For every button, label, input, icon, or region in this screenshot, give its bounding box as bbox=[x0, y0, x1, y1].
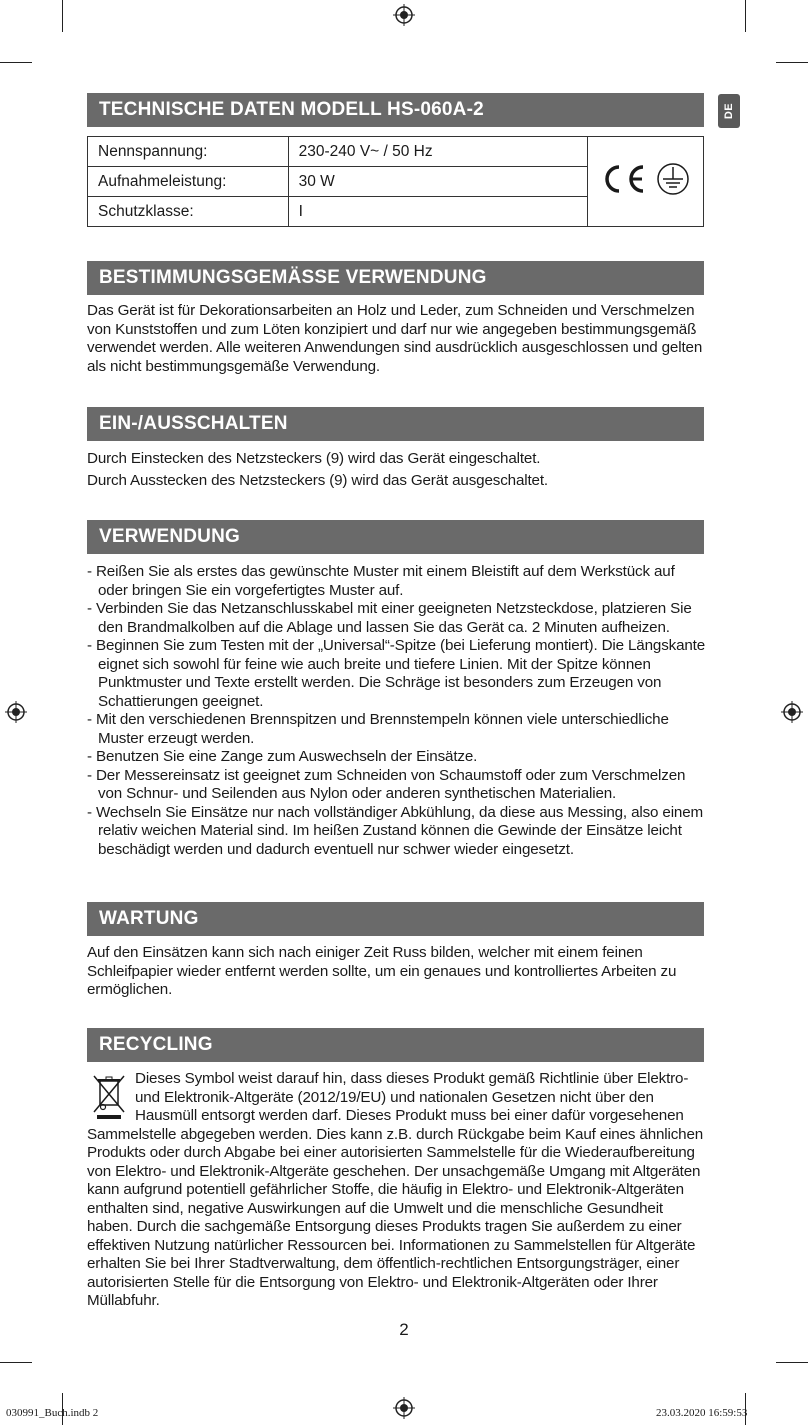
spec-value: 30 W bbox=[288, 167, 587, 197]
switch-off-text: Durch Ausstecken des Netzsteckers (9) wird das Gerät ausgeschaltet. bbox=[87, 472, 548, 489]
registration-mark-icon bbox=[393, 4, 415, 26]
crossed-out-wheelie-bin-icon bbox=[91, 1072, 127, 1120]
intended-use-text: Das Gerät ist für Dekorationsarbeiten an Holz und Leder, zum Schneiden und Verschmelzen von Kunststoffen und zum Löten konzipiert und darf nur wie angegeben bestimmungsgemäß verwendet werden. Alle weiteren Anwendungen sind ausdrücklich ausgeschlossen und gelten als nicht bestimmungsgemäße Verwendung. bbox=[87, 302, 703, 375]
section-heading-switching: EIN-/AUSSCHALTEN bbox=[87, 407, 704, 441]
list-item: - Beginnen Sie zum Testen mit der „Universal“-Spitze (bei Lieferung montiert). Die Längskante eignet sich sowohl für feine wie auch breite und tiefere Linien. Mit der Spitze können Punktmuster und Texte erstellt werden. Die Schräge ist besonders zum Erzeugen von Schattierungen geeignet. bbox=[87, 637, 706, 710]
crop-mark bbox=[776, 1362, 808, 1363]
section-heading-recycling: RECYCLING bbox=[87, 1028, 704, 1062]
registration-mark-icon bbox=[5, 701, 27, 723]
recycling-text: Dieses Symbol weist darauf hin, dass dieses Produkt gemäß Richtlinie über Elektro- und Elektronik-Altgeräte (2012/19/EU) und nationalen Gesetzen nicht über den Hausmüll entsorgt werden darf. Dieses Produkt muss bei einer dafür vorgesehenen Sammelstelle abgegeben werden. Dies kann z.B. durch Rückgabe beim Kauf eines ähnlichen Produkts oder durch Abgabe bei einer autorisierten Sammelstelle für die Wiederaufbereitung von Elektro- und Elektronik-Altgeräte geschehen. Der unsachgemäße Umgang mit Altgeräten kann aufgrund potentiell gefährlicher Stoffe, die häufig in Elektro- und Elektronik-Altgeräten enthalten sind, negative Auswirkungen auf die Umwelt und die menschliche Gesundheit haben. Durch die sachgemäße Entsorgung dieses Produkts tragen Sie außerdem zu einer effektiven Nutzung natürlicher Ressourcen bei. Informationen zu Sammelstellen für Altgeräte erhalten Sie bei Ihrer Stadtverwaltung, dem öffentlich-rechtlichen Entsorgungsträger, einer autorisierten Stelle für die Entsorgung von Elektro- und Elektronik-Altgeräten oder Ihrer Müllabfuhr. bbox=[87, 1070, 704, 1309]
protective-earth-icon bbox=[658, 164, 688, 194]
section-heading-maintenance: WARTUNG bbox=[87, 902, 704, 936]
certification-marks bbox=[588, 137, 704, 227]
section-heading-technical-data: TECHNISCHE DATEN MODELL HS-060A-2 bbox=[87, 93, 704, 127]
ce-mark-icon bbox=[597, 159, 695, 199]
spec-value: I bbox=[288, 197, 587, 227]
registration-mark-icon bbox=[781, 701, 803, 723]
spec-label: Nennspannung: bbox=[88, 137, 289, 167]
crop-mark bbox=[62, 0, 63, 32]
list-item: - Mit den verschiedenen Brennspitzen und Brennstempeln können viele unterschiedliche Muster erzeugt werden. bbox=[87, 711, 669, 747]
maintenance-text: Auf den Einsätzen kann sich nach einiger Zeit Russ bilden, welcher mit einem feinen Schleifpapier wieder entfernt werden sollte, um ein genaues und kontrolliertes Arbeiten zu ermöglichen. bbox=[87, 944, 677, 998]
crop-mark bbox=[776, 62, 808, 63]
list-item: - Benutzen Sie eine Zange zum Auswechseln der Einsätze. bbox=[87, 748, 478, 765]
list-item: - Der Messereinsatz ist geeignet zum Schneiden von Schaumstoff oder zum Verschmelzen von Schnur- und Seilenden aus Nylon oder anderen synthetischen Materialien. bbox=[87, 766, 686, 802]
language-tab-label: DE bbox=[723, 102, 735, 120]
list-item: - Verbinden Sie das Netzanschlusskabel mit einer geeigneten Netzsteckdose, platzieren Sie den Brandmalkolben auf die Ablage und lassen Sie das Gerät ca. 2 Minuten aufheizen. bbox=[87, 600, 692, 636]
spec-label: Schutzklasse: bbox=[88, 197, 289, 227]
list-item: - Reißen Sie als erstes das gewünschte Muster mit einem Bleistift auf dem Werkstück auf oder bringen Sie ein vorgefertigtes Muster auf. bbox=[87, 563, 675, 599]
crop-mark bbox=[745, 0, 746, 32]
spec-value: 230-240 V~ / 50 Hz bbox=[288, 137, 587, 167]
page-number: 2 bbox=[399, 1320, 409, 1339]
table-row bbox=[88, 137, 704, 167]
language-tab bbox=[718, 94, 740, 128]
switch-on-text: Durch Einstecken des Netzsteckers (9) wird das Gerät eingeschaltet. bbox=[87, 450, 541, 467]
section-heading-intended-use: BESTIMMUNGSGEMÄSSE VERWENDUNG bbox=[87, 261, 704, 295]
spec-label: Aufnahmeleistung: bbox=[88, 167, 289, 197]
crop-mark bbox=[0, 62, 32, 63]
crop-mark bbox=[0, 1362, 32, 1363]
section-heading-usage: VERWENDUNG bbox=[87, 520, 704, 554]
slug-file: 030991_Buch.indb 2 bbox=[6, 1407, 99, 1419]
spec-table bbox=[87, 136, 704, 227]
registration-mark-icon bbox=[393, 1397, 415, 1419]
slug-datetime: 23.03.2020 16:59:53 bbox=[656, 1407, 748, 1419]
usage-list bbox=[87, 563, 707, 859]
recycling-block bbox=[87, 1070, 707, 1311]
list-item: - Wechseln Sie Einsätze nur nach vollständiger Abkühlung, da diese aus Messing, also einem relativ weichen Material sind. Im heißen Zustand können die Gewinde der Einsätze leicht beschädigt werden und dadurch eventuell nur schwer wieder eingesetzt. bbox=[87, 803, 704, 858]
